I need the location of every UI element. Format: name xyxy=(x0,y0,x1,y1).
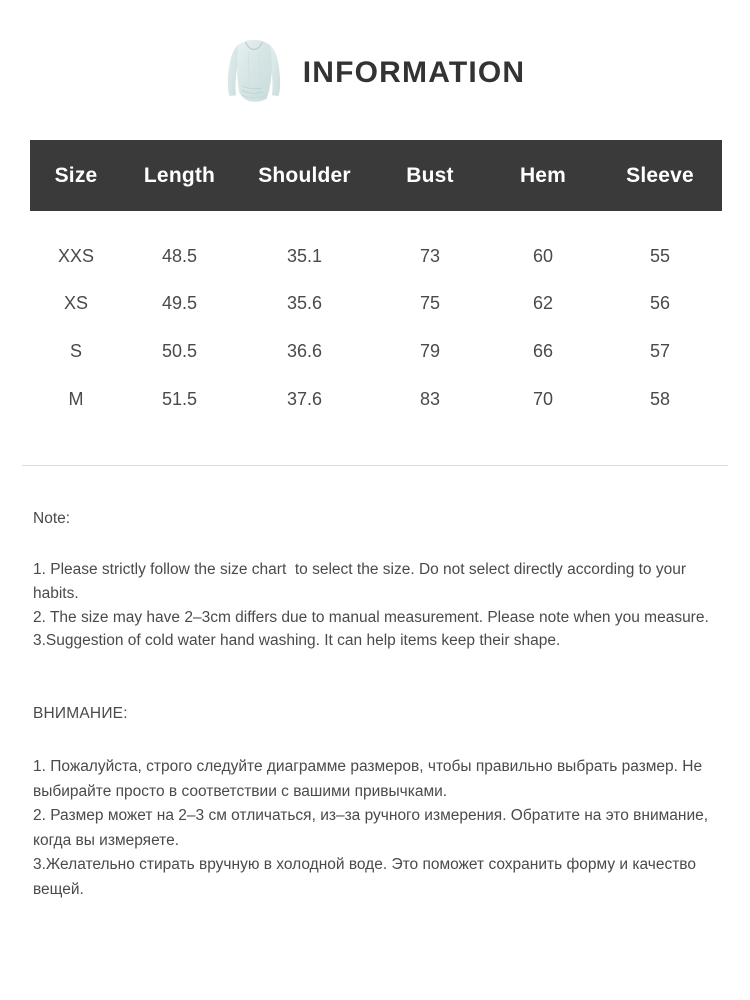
column-header-bust: Bust xyxy=(406,163,454,187)
table-row xyxy=(30,279,722,327)
cell-shoulder: 36.6 xyxy=(286,340,323,361)
notes-ru-heading: ВНИМАНИЕ: xyxy=(33,704,128,722)
cell-bust: 73 xyxy=(419,245,441,266)
cell-bust: 83 xyxy=(419,388,441,409)
cell-sleeve: 56 xyxy=(649,292,671,313)
page-title: INFORMATION xyxy=(302,56,526,89)
cell-size: M xyxy=(68,388,84,409)
cell-bust: 75 xyxy=(419,292,441,313)
long-sleeve-top-icon xyxy=(225,36,283,110)
notes-en-item-2: 2. The size may have 2–3cm differs due to manual measurement. Please note when you measure. xyxy=(33,608,709,626)
cell-size: XS xyxy=(63,292,88,313)
cell-length: 50.5 xyxy=(161,340,198,361)
cell-shoulder: 37.6 xyxy=(286,388,323,409)
cell-sleeve: 58 xyxy=(649,388,671,409)
notes-section xyxy=(33,508,725,902)
column-header-length: Length xyxy=(143,163,216,187)
cell-bust: 79 xyxy=(419,340,441,361)
size-chart-table xyxy=(30,140,722,423)
section-divider xyxy=(22,465,728,466)
cell-length: 51.5 xyxy=(161,388,198,409)
notes-en-item-3: 3.Suggestion of cold water hand washing. It can help items keep their shape. xyxy=(33,632,561,650)
notes-ru-item-1: 1. Пожалуйста, строго следуйте диаграмме размеров, чтобы правильно выбрать размер. Не выбирайте просто в соответствии с вашими привычками. xyxy=(33,758,707,800)
cell-hem: 62 xyxy=(532,292,554,313)
table-row xyxy=(30,211,722,279)
cell-length: 49.5 xyxy=(161,292,198,313)
cell-length: 48.5 xyxy=(161,245,198,266)
notes-en-item-1: 1. Please strictly follow the size chart to select the size. Do not select directly according to your habits. xyxy=(33,561,691,603)
table-row xyxy=(30,375,722,423)
table-header-row xyxy=(30,140,722,211)
cell-hem: 66 xyxy=(532,340,554,361)
column-header-shoulder: Shoulder xyxy=(258,163,351,187)
column-header-sleeve: Sleeve xyxy=(626,163,694,187)
cell-size: XXS xyxy=(57,245,95,266)
column-header-size: Size xyxy=(54,163,98,187)
cell-hem: 60 xyxy=(532,245,554,266)
notes-ru-block xyxy=(33,703,725,902)
cell-sleeve: 57 xyxy=(649,340,671,361)
cell-hem: 70 xyxy=(532,388,554,409)
notes-ru-item-3: 3.Желательно стирать вручную в холодной воде. Это поможет сохранить форму и качество вещей. xyxy=(33,856,701,898)
cell-sleeve: 55 xyxy=(649,245,671,266)
cell-shoulder: 35.6 xyxy=(286,292,323,313)
page-header xyxy=(0,34,750,112)
column-header-hem: Hem xyxy=(519,163,567,187)
table-row xyxy=(30,327,722,375)
cell-size: S xyxy=(69,340,82,361)
notes-en-heading: Note: xyxy=(33,510,71,527)
notes-ru-item-2: 2. Размер может на 2–3 см отличаться, из–за ручного измерения. Обратите на это внимание, когда вы измеряете. xyxy=(33,807,713,849)
cell-shoulder: 35.1 xyxy=(286,245,323,266)
